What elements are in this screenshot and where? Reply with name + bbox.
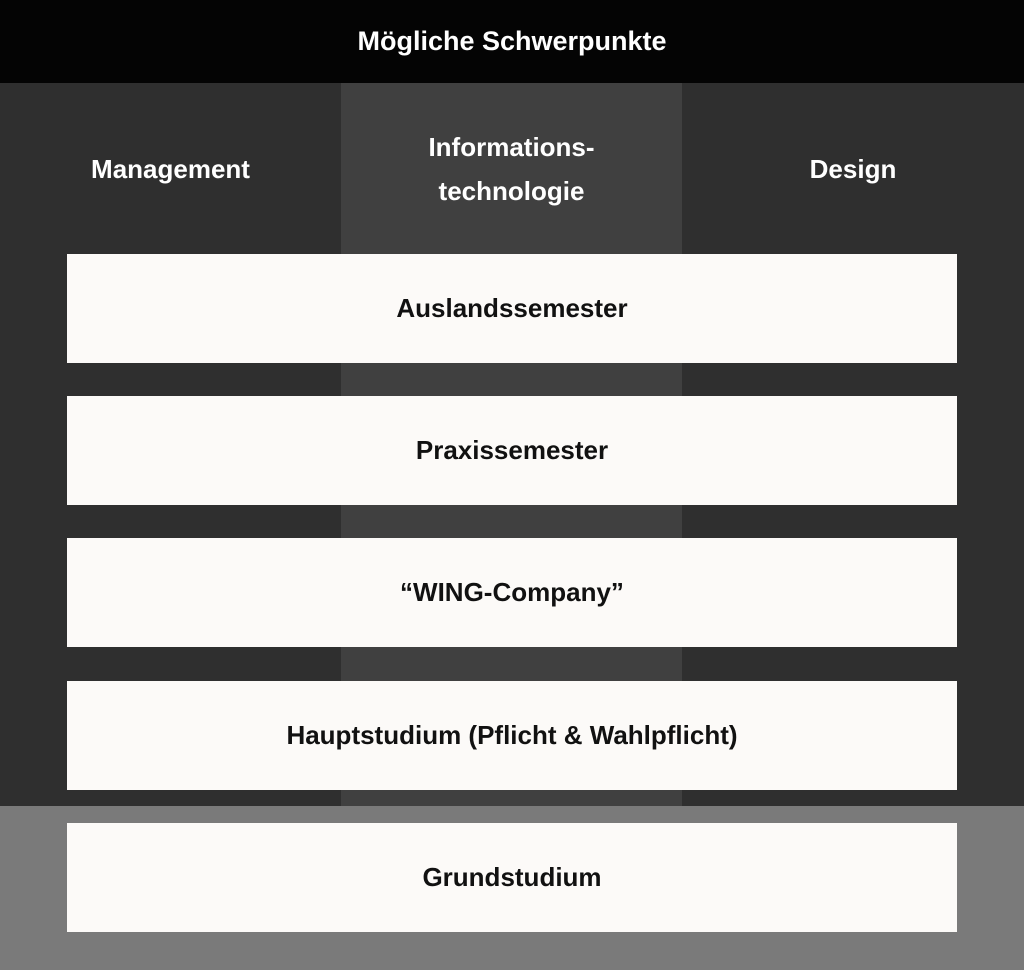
layer-wing-company: “WING-Company” [67,538,957,647]
layer-grundstudium: Grundstudium [67,823,957,932]
layer-hauptstudium: Hauptstudium (Pflicht & Wahlpflicht) [67,681,957,790]
column-label-management: Management [91,153,250,184]
layer-auslandssemester: Auslandssemester [67,254,957,363]
column-label-design: Design [809,153,897,184]
layer-praxissemester: Praxissemester [67,396,957,505]
column-label-informationstechnologie: Informations- technologie [428,131,595,206]
diagram-title: Mögliche Schwerpunkte [0,0,1024,83]
